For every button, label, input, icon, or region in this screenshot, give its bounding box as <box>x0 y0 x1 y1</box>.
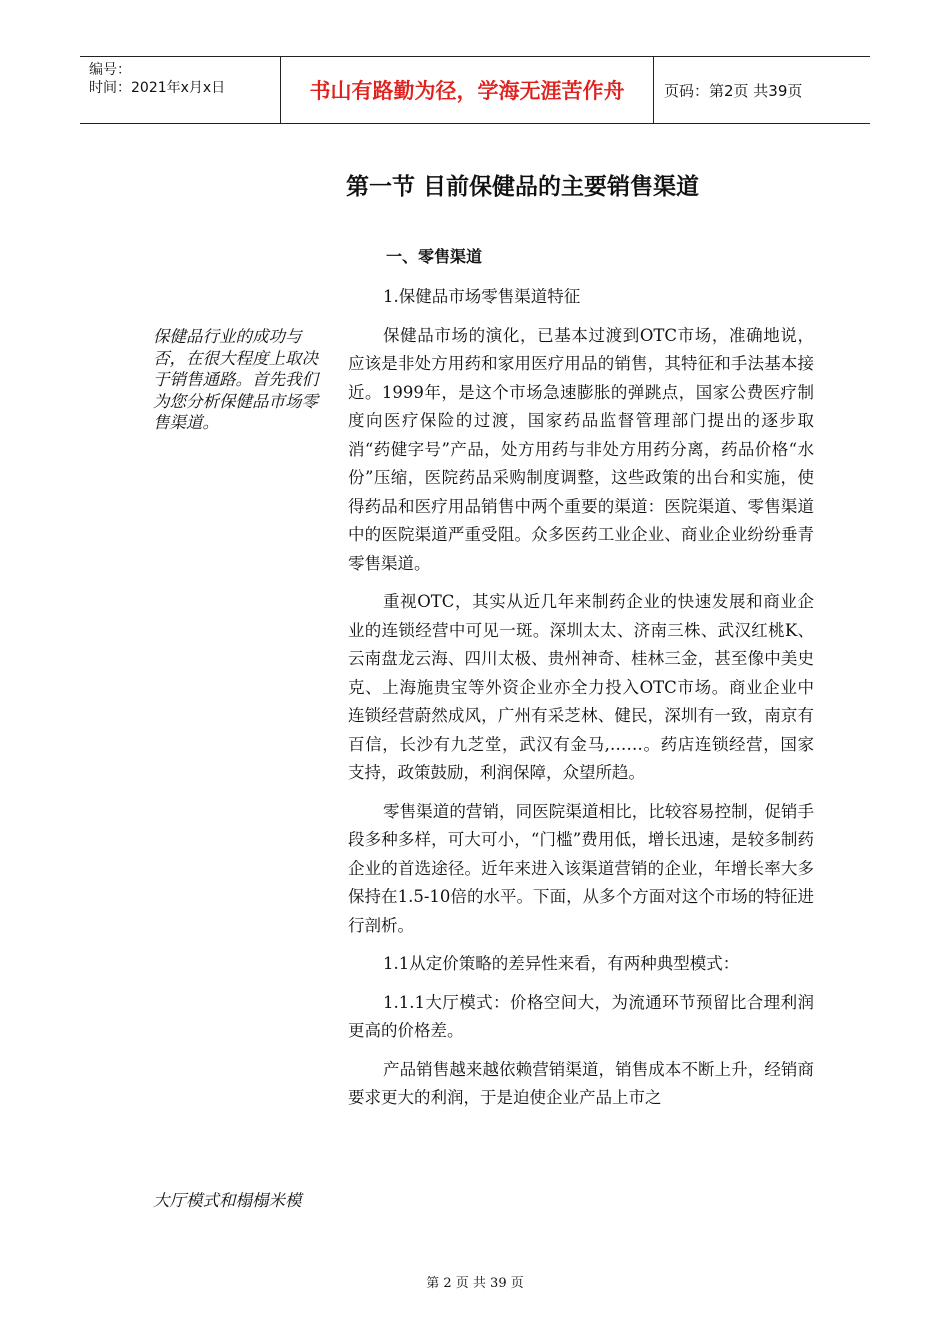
page-footer: 第 2 页 共 39 页 <box>426 1276 524 1291</box>
document-number-label: 编号： <box>89 62 131 78</box>
paragraph: 保健品市场的演化，已基本过渡到OTC市场，准确地说，应该是非处方用药和家用医疗用品的销售，其特征和手法基本接近。1999年，是这个市场急速膨胀的弹跳点，国家公费医疗制度向医疗保险的过渡，国家药品监督管理部门提出的逐步取消“药健字号”产品，处方用药与非处方用药分离，药品价格“水份”压缩，医院药品采购制度调整，这些政策的出台和实施，使得药品和医疗用品销售中两个重要的渠道：医院渠道、零售渠道中的医院渠道严重受阻。众多医药工业企业、商业企业纷纷垂青零售渠道。 <box>348 325 814 573</box>
paragraph: 产品销售越来越依赖营销渠道，销售成本不断上升，经销商要求更大的利润，于是迫使企业产品上市之 <box>348 1059 814 1107</box>
document-date-label: 时间：2021年x月x日 <box>89 80 226 96</box>
header-motto: 书山有路勤为径，学海无涯苦作舟 <box>281 57 654 123</box>
page-header <box>80 56 870 124</box>
paragraph-subheading: 1.保健品市场零售渠道特征 <box>383 287 581 306</box>
sidenote-summary: 保健品行业的成功与否，在很大程度上取决于销售通路。首先我们为您分析保健品市场零售渠道。 <box>153 327 318 432</box>
header-meta <box>80 57 281 123</box>
heading-retail-channel: 一、零售渠道 <box>386 247 483 266</box>
paragraph: 1.1.1大厅模式：价格空间大，为流通环节预留比合理利润更高的价格差。 <box>348 992 814 1040</box>
body-text <box>348 283 814 1123</box>
paragraph: 重视OTC，其实从近几年来制药企业的快速发展和商业企业的连锁经营中可见一斑。深圳太太、济南三株、武汉红桃K、云南盘龙云海、四川太极、贵州神奇、桂林三金，甚至像中美史克、上海施贵宝等外资企业亦全力投入OTC市场。商业企业中连锁经营蔚然成风，广州有采芝林、健民，深圳有一致，南京有百信，长沙有九芝堂，武汉有金马,……。药店连锁经营，国家支持，政策鼓励，利润保障，众望所趋。 <box>348 592 814 782</box>
sidenote-hall-mode: 大厅模式和榻榻米模 <box>153 1191 302 1210</box>
paragraph: 零售渠道的营销，同医院渠道相比，比较容易控制，促销手段多种多样，可大可小，“门槛”费用低，增长迅速，是较多制药企业的首选途径。近年来进入该渠道营销的企业，年增长率大多保持在1.5-10倍的水平。下面，从多个方面对这个市场的特征进行剖析。 <box>348 801 814 935</box>
paragraph: 1.1从定价策略的差异性来看，有两种典型模式： <box>383 954 740 973</box>
header-page-info: 页码：第2页 共39页 <box>664 81 803 100</box>
section-title: 第一节 目前保健品的主要销售渠道 <box>346 174 700 200</box>
